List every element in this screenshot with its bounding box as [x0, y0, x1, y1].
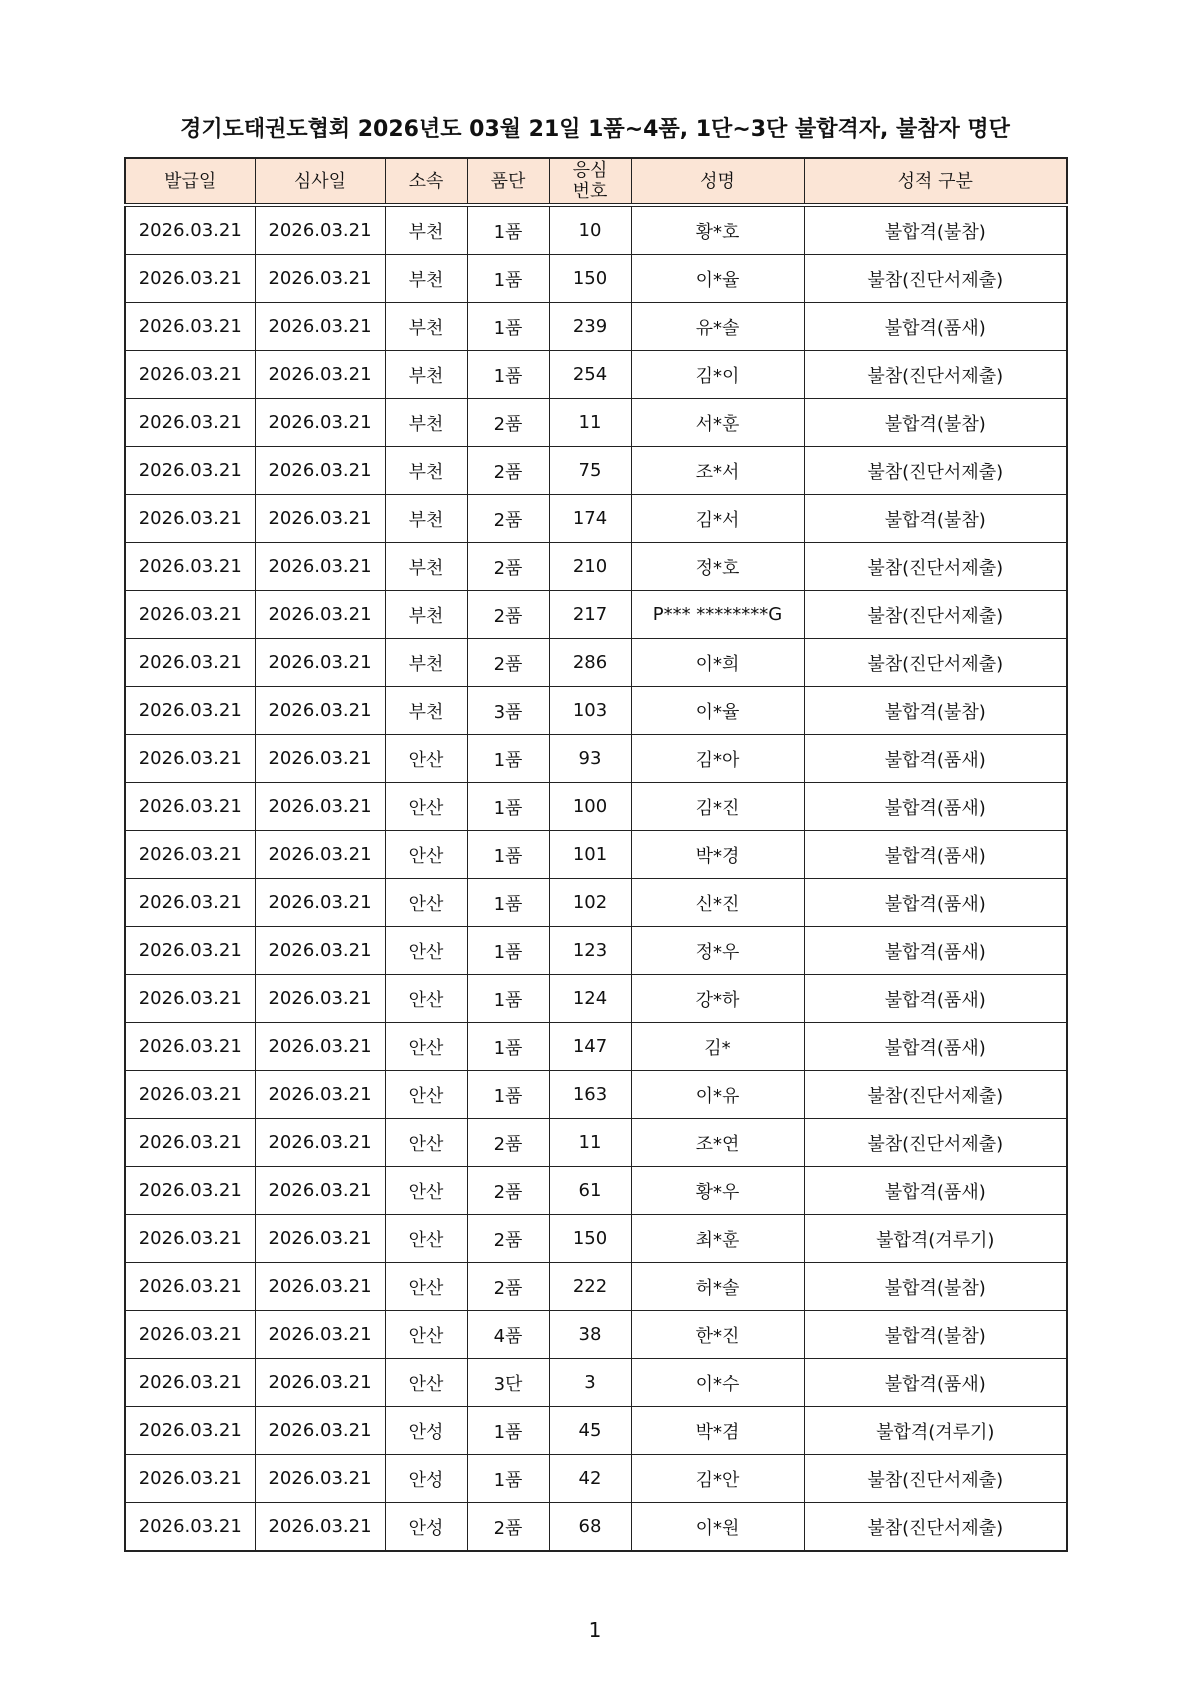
issue-date-cell: 2026.03.21	[125, 1407, 255, 1455]
page-number: 1	[588, 1618, 602, 1642]
table-row	[125, 783, 1067, 831]
page-title: 경기도태권도협회 2026년도 03월 21일 1품~4품, 1단~3단 불합격자, 불참자 명단	[180, 117, 1010, 142]
name-cell: 이*율	[631, 255, 804, 303]
exam-date-cell: 2026.03.21	[255, 735, 385, 783]
exam-date-cell: 2026.03.21	[255, 399, 385, 447]
name-cell: 조*서	[631, 447, 804, 495]
table-row	[125, 1311, 1067, 1359]
exam-number-cell: 42	[549, 1455, 631, 1503]
exam-number-cell: 210	[549, 543, 631, 591]
result-cell: 불합격(불참)	[804, 1263, 1067, 1311]
rank-cell: 2품	[467, 495, 549, 543]
table-row	[125, 1455, 1067, 1503]
affiliation-cell: 부천	[385, 351, 467, 399]
name-cell: 박*겸	[631, 1407, 804, 1455]
rank-cell: 1품	[467, 783, 549, 831]
table-row	[125, 975, 1067, 1023]
result-cell: 불참(진단서제출)	[804, 591, 1067, 639]
affiliation-cell: 부천	[385, 639, 467, 687]
exam-number-cell: 147	[549, 1023, 631, 1071]
name-cell: 황*호	[631, 205, 804, 255]
affiliation-cell: 부천	[385, 399, 467, 447]
table-row	[125, 879, 1067, 927]
name-cell: 최*훈	[631, 1215, 804, 1263]
issue-date-cell: 2026.03.21	[125, 783, 255, 831]
issue-date-cell: 2026.03.21	[125, 1167, 255, 1215]
affiliation-cell: 부천	[385, 447, 467, 495]
table-row	[125, 351, 1067, 399]
table-row	[125, 205, 1067, 255]
exam-number-cell: 124	[549, 975, 631, 1023]
affiliation-cell: 부천	[385, 543, 467, 591]
rank-cell: 1품	[467, 351, 549, 399]
result-cell: 불합격(겨루기)	[804, 1407, 1067, 1455]
affiliation-cell: 부천	[385, 205, 467, 255]
rank-cell: 1품	[467, 927, 549, 975]
affiliation-cell: 안성	[385, 1407, 467, 1455]
table-row	[125, 639, 1067, 687]
affiliation-cell: 안산	[385, 831, 467, 879]
exam-number-cell: 61	[549, 1167, 631, 1215]
name-cell: 김*진	[631, 783, 804, 831]
affiliation-cell: 안성	[385, 1503, 467, 1552]
column-header-issue-date: 발급일	[125, 158, 255, 205]
issue-date-cell: 2026.03.21	[125, 927, 255, 975]
issue-date-cell: 2026.03.21	[125, 1071, 255, 1119]
result-cell: 불합격(품새)	[804, 735, 1067, 783]
issue-date-cell: 2026.03.21	[125, 879, 255, 927]
rank-cell: 1품	[467, 1455, 549, 1503]
table-row	[125, 831, 1067, 879]
rank-cell: 1품	[467, 303, 549, 351]
table-header-row	[125, 158, 1067, 205]
exam-number-cell: 174	[549, 495, 631, 543]
rank-cell: 2품	[467, 639, 549, 687]
table-row	[125, 591, 1067, 639]
table-row	[125, 1407, 1067, 1455]
exam-date-cell: 2026.03.21	[255, 255, 385, 303]
result-cell: 불합격(품새)	[804, 975, 1067, 1023]
exam-number-cell: 163	[549, 1071, 631, 1119]
table-row	[125, 1119, 1067, 1167]
table-row	[125, 1215, 1067, 1263]
rank-cell: 2품	[467, 447, 549, 495]
affiliation-cell: 안산	[385, 783, 467, 831]
table-row	[125, 447, 1067, 495]
rank-cell: 1품	[467, 1407, 549, 1455]
issue-date-cell: 2026.03.21	[125, 303, 255, 351]
rank-cell: 3단	[467, 1359, 549, 1407]
result-cell: 불합격(품새)	[804, 783, 1067, 831]
rank-cell: 2품	[467, 591, 549, 639]
exam-number-cell: 45	[549, 1407, 631, 1455]
affiliation-cell: 안산	[385, 879, 467, 927]
name-cell: 김*이	[631, 351, 804, 399]
exam-date-cell: 2026.03.21	[255, 1023, 385, 1071]
exam-date-cell: 2026.03.21	[255, 205, 385, 255]
exam-date-cell: 2026.03.21	[255, 1071, 385, 1119]
name-cell: 황*우	[631, 1167, 804, 1215]
rank-cell: 2품	[467, 1215, 549, 1263]
exam-number-cell: 75	[549, 447, 631, 495]
name-cell: 박*경	[631, 831, 804, 879]
rank-cell: 1품	[467, 975, 549, 1023]
column-header-name: 성명	[631, 158, 804, 205]
result-cell: 불합격(겨루기)	[804, 1215, 1067, 1263]
exam-date-cell: 2026.03.21	[255, 687, 385, 735]
issue-date-cell: 2026.03.21	[125, 1023, 255, 1071]
table-row	[125, 1503, 1067, 1552]
rank-cell: 2품	[467, 1119, 549, 1167]
exam-number-cell: 3	[549, 1359, 631, 1407]
name-cell: 허*솔	[631, 1263, 804, 1311]
issue-date-cell: 2026.03.21	[125, 831, 255, 879]
rank-cell: 1품	[467, 205, 549, 255]
exam-date-cell: 2026.03.21	[255, 1167, 385, 1215]
result-cell: 불합격(품새)	[804, 1359, 1067, 1407]
affiliation-cell: 안산	[385, 1071, 467, 1119]
table-row	[125, 1023, 1067, 1071]
rank-cell: 1품	[467, 1071, 549, 1119]
rank-cell: 1품	[467, 831, 549, 879]
issue-date-cell: 2026.03.21	[125, 543, 255, 591]
exam-date-cell: 2026.03.21	[255, 303, 385, 351]
name-cell: 김*아	[631, 735, 804, 783]
rank-cell: 2품	[467, 399, 549, 447]
name-cell: 김*	[631, 1023, 804, 1071]
column-header-affiliation: 소속	[385, 158, 467, 205]
table-row	[125, 303, 1067, 351]
rank-cell: 2품	[467, 1503, 549, 1552]
exam-date-cell: 2026.03.21	[255, 639, 385, 687]
exam-number-cell: 150	[549, 1215, 631, 1263]
affiliation-cell: 안산	[385, 1119, 467, 1167]
name-cell: 이*율	[631, 687, 804, 735]
result-cell: 불합격(불참)	[804, 205, 1067, 255]
issue-date-cell: 2026.03.21	[125, 975, 255, 1023]
affiliation-cell: 부천	[385, 591, 467, 639]
exam-date-cell: 2026.03.21	[255, 495, 385, 543]
column-header-result: 성적 구분	[804, 158, 1067, 205]
rank-cell: 2품	[467, 543, 549, 591]
affiliation-cell: 안산	[385, 735, 467, 783]
exam-number-cell: 102	[549, 879, 631, 927]
exam-number-cell: 123	[549, 927, 631, 975]
issue-date-cell: 2026.03.21	[125, 1503, 255, 1552]
exam-date-cell: 2026.03.21	[255, 1503, 385, 1552]
exam-date-cell: 2026.03.21	[255, 1215, 385, 1263]
exam-number-cell: 239	[549, 303, 631, 351]
result-cell: 불합격(품새)	[804, 1167, 1067, 1215]
affiliation-cell: 안산	[385, 1311, 467, 1359]
exam-date-cell: 2026.03.21	[255, 1359, 385, 1407]
exam-date-cell: 2026.03.21	[255, 591, 385, 639]
issue-date-cell: 2026.03.21	[125, 687, 255, 735]
results-table	[124, 157, 1068, 1552]
issue-date-cell: 2026.03.21	[125, 639, 255, 687]
rank-cell: 4품	[467, 1311, 549, 1359]
table-row	[125, 687, 1067, 735]
exam-date-cell: 2026.03.21	[255, 1119, 385, 1167]
issue-date-cell: 2026.03.21	[125, 1455, 255, 1503]
affiliation-cell: 부천	[385, 687, 467, 735]
name-cell: 신*진	[631, 879, 804, 927]
issue-date-cell: 2026.03.21	[125, 1311, 255, 1359]
table-row	[125, 1071, 1067, 1119]
issue-date-cell: 2026.03.21	[125, 1359, 255, 1407]
rank-cell: 2품	[467, 1167, 549, 1215]
affiliation-cell: 부천	[385, 303, 467, 351]
issue-date-cell: 2026.03.21	[125, 399, 255, 447]
exam-number-cell: 100	[549, 783, 631, 831]
exam-number-cell: 38	[549, 1311, 631, 1359]
affiliation-cell: 안산	[385, 1023, 467, 1071]
result-cell: 불합격(불참)	[804, 687, 1067, 735]
exam-date-cell: 2026.03.21	[255, 831, 385, 879]
result-cell: 불참(진단서제출)	[804, 351, 1067, 399]
result-cell: 불참(진단서제출)	[804, 1119, 1067, 1167]
name-cell: 강*하	[631, 975, 804, 1023]
result-cell: 불합격(불참)	[804, 1311, 1067, 1359]
exam-date-cell: 2026.03.21	[255, 783, 385, 831]
name-cell: 김*서	[631, 495, 804, 543]
affiliation-cell: 안성	[385, 1455, 467, 1503]
result-cell: 불참(진단서제출)	[804, 1455, 1067, 1503]
exam-number-cell: 150	[549, 255, 631, 303]
table-row	[125, 1167, 1067, 1215]
issue-date-cell: 2026.03.21	[125, 1215, 255, 1263]
name-cell: 이*희	[631, 639, 804, 687]
table-row	[125, 735, 1067, 783]
result-cell: 불참(진단서제출)	[804, 1071, 1067, 1119]
name-cell: 이*유	[631, 1071, 804, 1119]
affiliation-cell: 안산	[385, 1167, 467, 1215]
issue-date-cell: 2026.03.21	[125, 255, 255, 303]
name-cell: 이*원	[631, 1503, 804, 1552]
result-cell: 불합격(품새)	[804, 303, 1067, 351]
issue-date-cell: 2026.03.21	[125, 1119, 255, 1167]
exam-number-cell: 286	[549, 639, 631, 687]
exam-date-cell: 2026.03.21	[255, 879, 385, 927]
exam-date-cell: 2026.03.21	[255, 351, 385, 399]
name-cell: 정*우	[631, 927, 804, 975]
rank-cell: 1품	[467, 735, 549, 783]
table-row	[125, 255, 1067, 303]
column-header-exam-date: 심사일	[255, 158, 385, 205]
table-row	[125, 543, 1067, 591]
table-row	[125, 1359, 1067, 1407]
issue-date-cell: 2026.03.21	[125, 351, 255, 399]
name-cell: 이*수	[631, 1359, 804, 1407]
exam-number-cell: 103	[549, 687, 631, 735]
exam-date-cell: 2026.03.21	[255, 543, 385, 591]
exam-date-cell: 2026.03.21	[255, 927, 385, 975]
exam-number-cell: 254	[549, 351, 631, 399]
name-cell: 정*호	[631, 543, 804, 591]
result-cell: 불합격(품새)	[804, 1023, 1067, 1071]
affiliation-cell: 안산	[385, 927, 467, 975]
exam-date-cell: 2026.03.21	[255, 975, 385, 1023]
exam-date-cell: 2026.03.21	[255, 1455, 385, 1503]
exam-number-cell: 217	[549, 591, 631, 639]
rank-cell: 1품	[467, 879, 549, 927]
result-cell: 불참(진단서제출)	[804, 1503, 1067, 1552]
exam-number-cell: 11	[549, 1119, 631, 1167]
name-cell: 유*솔	[631, 303, 804, 351]
exam-number-cell: 10	[549, 205, 631, 255]
name-cell: 한*진	[631, 1311, 804, 1359]
exam-number-cell: 11	[549, 399, 631, 447]
result-cell: 불합격(품새)	[804, 831, 1067, 879]
affiliation-cell: 부천	[385, 255, 467, 303]
result-cell: 불참(진단서제출)	[804, 543, 1067, 591]
rank-cell: 1품	[467, 255, 549, 303]
issue-date-cell: 2026.03.21	[125, 591, 255, 639]
affiliation-cell: 안산	[385, 1263, 467, 1311]
rank-cell: 1품	[467, 1023, 549, 1071]
issue-date-cell: 2026.03.21	[125, 495, 255, 543]
exam-number-cell: 222	[549, 1263, 631, 1311]
affiliation-cell: 안산	[385, 1359, 467, 1407]
issue-date-cell: 2026.03.21	[125, 205, 255, 255]
exam-date-cell: 2026.03.21	[255, 1311, 385, 1359]
result-cell: 불참(진단서제출)	[804, 447, 1067, 495]
result-cell: 불합격(불참)	[804, 495, 1067, 543]
table-row	[125, 495, 1067, 543]
result-cell: 불합격(품새)	[804, 927, 1067, 975]
issue-date-cell: 2026.03.21	[125, 735, 255, 783]
result-cell: 불참(진단서제출)	[804, 255, 1067, 303]
name-cell: 조*연	[631, 1119, 804, 1167]
exam-number-cell: 101	[549, 831, 631, 879]
exam-date-cell: 2026.03.21	[255, 1263, 385, 1311]
rank-cell: 2품	[467, 1263, 549, 1311]
exam-number-cell: 93	[549, 735, 631, 783]
rank-cell: 3품	[467, 687, 549, 735]
affiliation-cell: 부천	[385, 495, 467, 543]
table-row	[125, 1263, 1067, 1311]
exam-date-cell: 2026.03.21	[255, 1407, 385, 1455]
name-cell: 김*안	[631, 1455, 804, 1503]
column-header-rank: 품단	[467, 158, 549, 205]
issue-date-cell: 2026.03.21	[125, 1263, 255, 1311]
result-cell: 불참(진단서제출)	[804, 639, 1067, 687]
affiliation-cell: 안산	[385, 1215, 467, 1263]
affiliation-cell: 안산	[385, 975, 467, 1023]
result-cell: 불합격(품새)	[804, 879, 1067, 927]
table-body	[125, 205, 1067, 1551]
column-header-exam-number: 응심 번호	[549, 158, 631, 205]
exam-number-cell: 68	[549, 1503, 631, 1552]
issue-date-cell: 2026.03.21	[125, 447, 255, 495]
name-cell: 서*훈	[631, 399, 804, 447]
table-row	[125, 927, 1067, 975]
name-cell: P*** ********G	[631, 591, 804, 639]
table-row	[125, 399, 1067, 447]
result-cell: 불합격(불참)	[804, 399, 1067, 447]
exam-date-cell: 2026.03.21	[255, 447, 385, 495]
